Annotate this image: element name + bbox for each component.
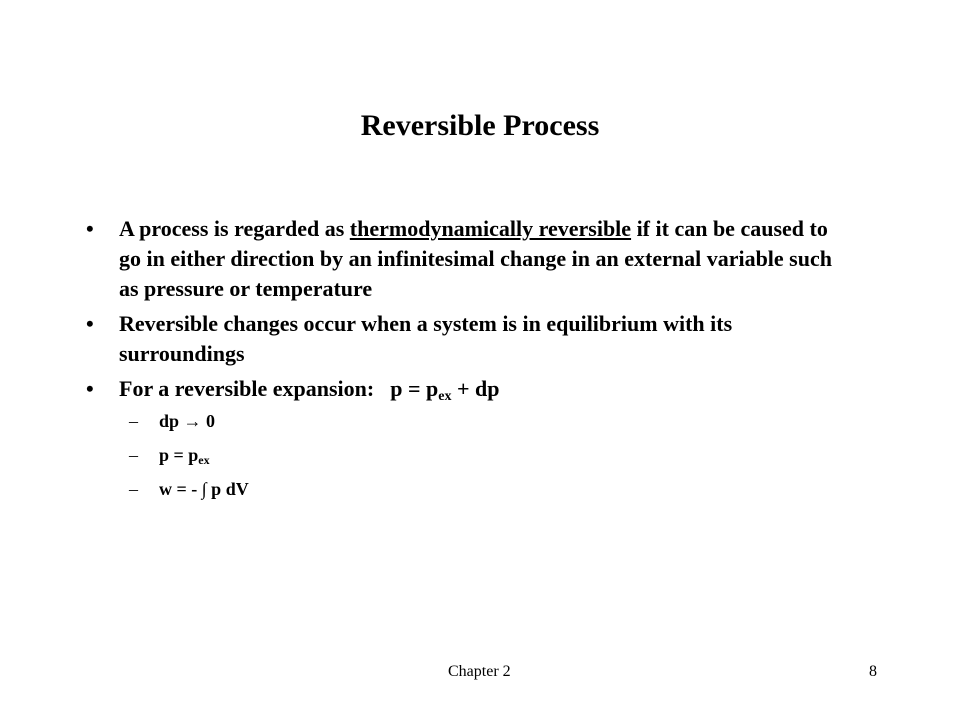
sub-bullet-marker: – bbox=[129, 411, 138, 431]
sub-bullet-work-integral bbox=[129, 477, 846, 501]
sub-bullet-text: w = - ∫ p dV bbox=[159, 479, 249, 499]
bullet-lead-text: For a reversible expansion: bbox=[119, 376, 375, 401]
sub-bullet-subscript: ex bbox=[198, 453, 210, 467]
sub-bullet-marker: – bbox=[129, 479, 138, 499]
equation-p: p = p bbox=[390, 376, 439, 401]
sub-bullet-list bbox=[129, 409, 846, 501]
equation-subscript: ex bbox=[438, 389, 452, 404]
bullet-marker: • bbox=[86, 311, 94, 336]
sub-bullet-text: p = p bbox=[159, 445, 199, 465]
footer-chapter-label: Chapter 2 bbox=[448, 663, 511, 680]
slide-title: Reversible Process bbox=[360, 109, 600, 142]
sub-bullet-dp-limit bbox=[129, 409, 846, 433]
sub-bullet-marker: – bbox=[129, 445, 138, 465]
equation-rest: + dp bbox=[451, 376, 500, 401]
bullet-text-before: A process is regarded as bbox=[119, 216, 350, 241]
sub-bullet-pressure-equal bbox=[129, 443, 846, 467]
bullet-text: Reversible changes occur when a system is in equilibrium with its surroundings bbox=[119, 311, 733, 366]
sub-bullet-text: dp → 0 bbox=[159, 411, 216, 431]
bullet-text-after: if it can be caused to go in either direction by an infinitesimal change in an external variable such as pressure or temperature bbox=[119, 216, 832, 301]
bullet-reversible-definition bbox=[86, 214, 846, 304]
bullet-list bbox=[86, 214, 846, 511]
bullet-equilibrium bbox=[86, 309, 846, 369]
footer-page-number: 8 bbox=[869, 663, 877, 680]
underlined-term: thermodynamically reversible bbox=[349, 216, 632, 241]
bullet-marker: • bbox=[86, 216, 94, 241]
bullet-reversible-expansion bbox=[86, 374, 846, 404]
bullet-marker: • bbox=[86, 376, 94, 401]
